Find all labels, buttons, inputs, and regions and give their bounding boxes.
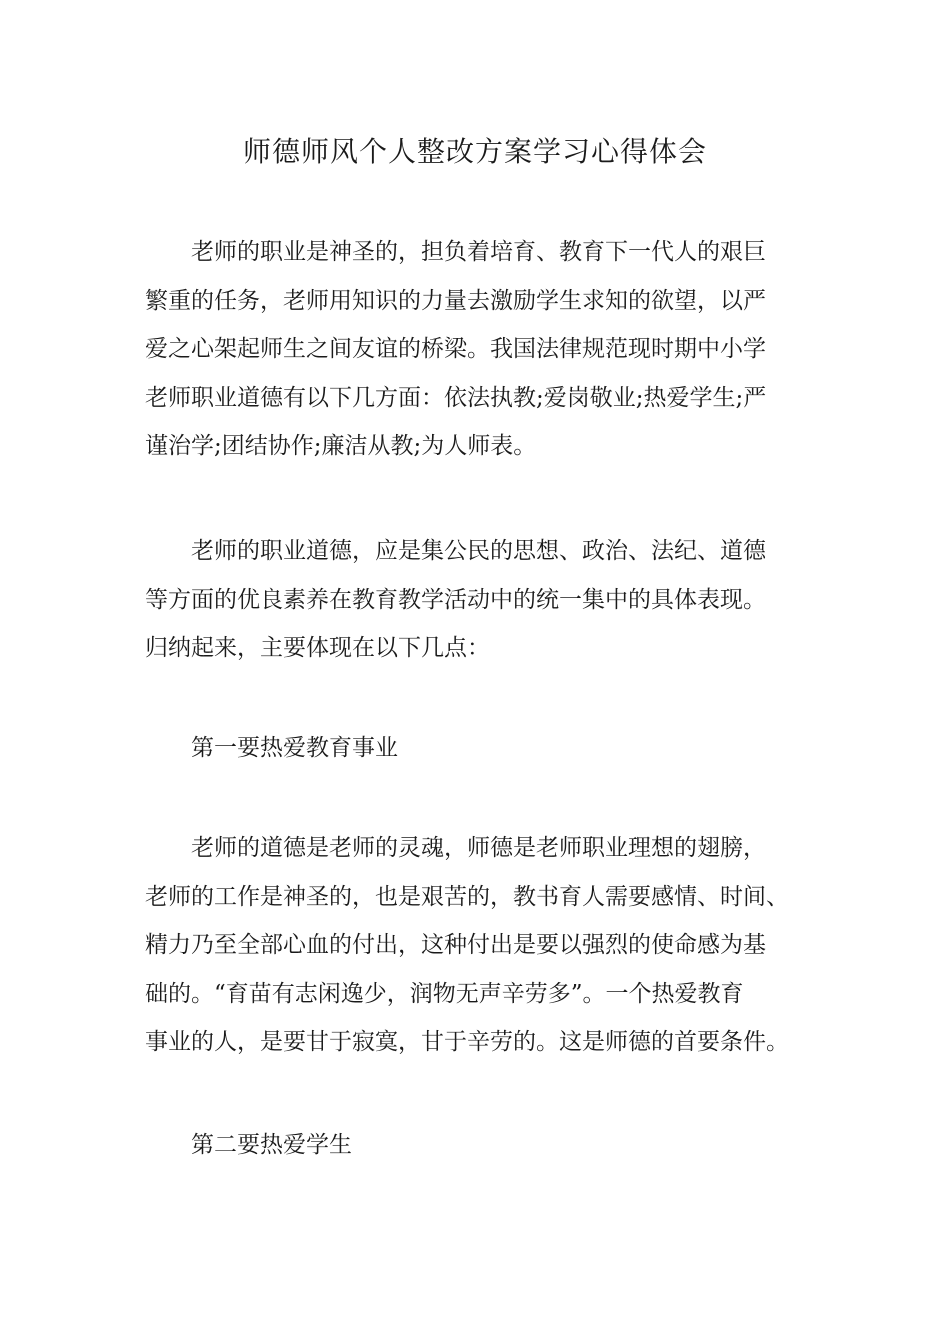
- paragraph-line: 事业的人，是要甘于寂寞，甘于辛劳的。这是师德的首要条件。: [145, 1029, 789, 1055]
- paragraph-line: 老师职业道德有以下几方面：依法执教;爱岗敬业;热爱学生;严: [145, 384, 767, 411]
- paragraph-line: 爱之心架起师生之间友谊的桥梁。我国法律规范现时期中小学: [145, 336, 766, 362]
- paragraph-line: 础的。“育苗有志闲逸少，润物无声辛劳多”。一个热爱教育: [145, 980, 744, 1007]
- section-heading-2: 第二要热爱学生: [191, 1132, 352, 1158]
- document-title: 师德师风个人整改方案学习心得体会: [242, 135, 707, 168]
- section-heading-1: 第一要热爱教育事业: [191, 735, 398, 761]
- paragraph-line: 繁重的任务，老师用知识的力量去激励学生求知的欲望，以严: [145, 287, 766, 314]
- paragraph-line: 精力乃至全部心血的付出，这种付出是要以强烈的使命感为基: [145, 932, 766, 958]
- paragraph-line: 谨治学;团结协作;廉洁从教;为人师表。: [145, 433, 537, 459]
- paragraph-1: [145, 228, 825, 471]
- paragraph-line: 老师的道德是老师的灵魂，师德是老师职业理想的翅膀，: [191, 835, 766, 861]
- paragraph-line: 老师的工作是神圣的，也是艰苦的，教书育人需要感情、时间、: [145, 883, 789, 910]
- paragraph-line: 等方面的优良素养在教育教学活动中的统一集中的具体表现。: [145, 586, 766, 613]
- paragraph-3: [145, 824, 825, 1067]
- paragraph-2: [145, 527, 825, 673]
- paragraph-line: 老师的职业道德，应是集公民的思想、政治、法纪、道德: [191, 538, 766, 564]
- paragraph-line: 老师的职业是神圣的，担负着培育、教育下一代人的艰巨: [191, 239, 766, 265]
- paragraph-line: 归纳起来，主要体现在以下几点：: [145, 635, 490, 661]
